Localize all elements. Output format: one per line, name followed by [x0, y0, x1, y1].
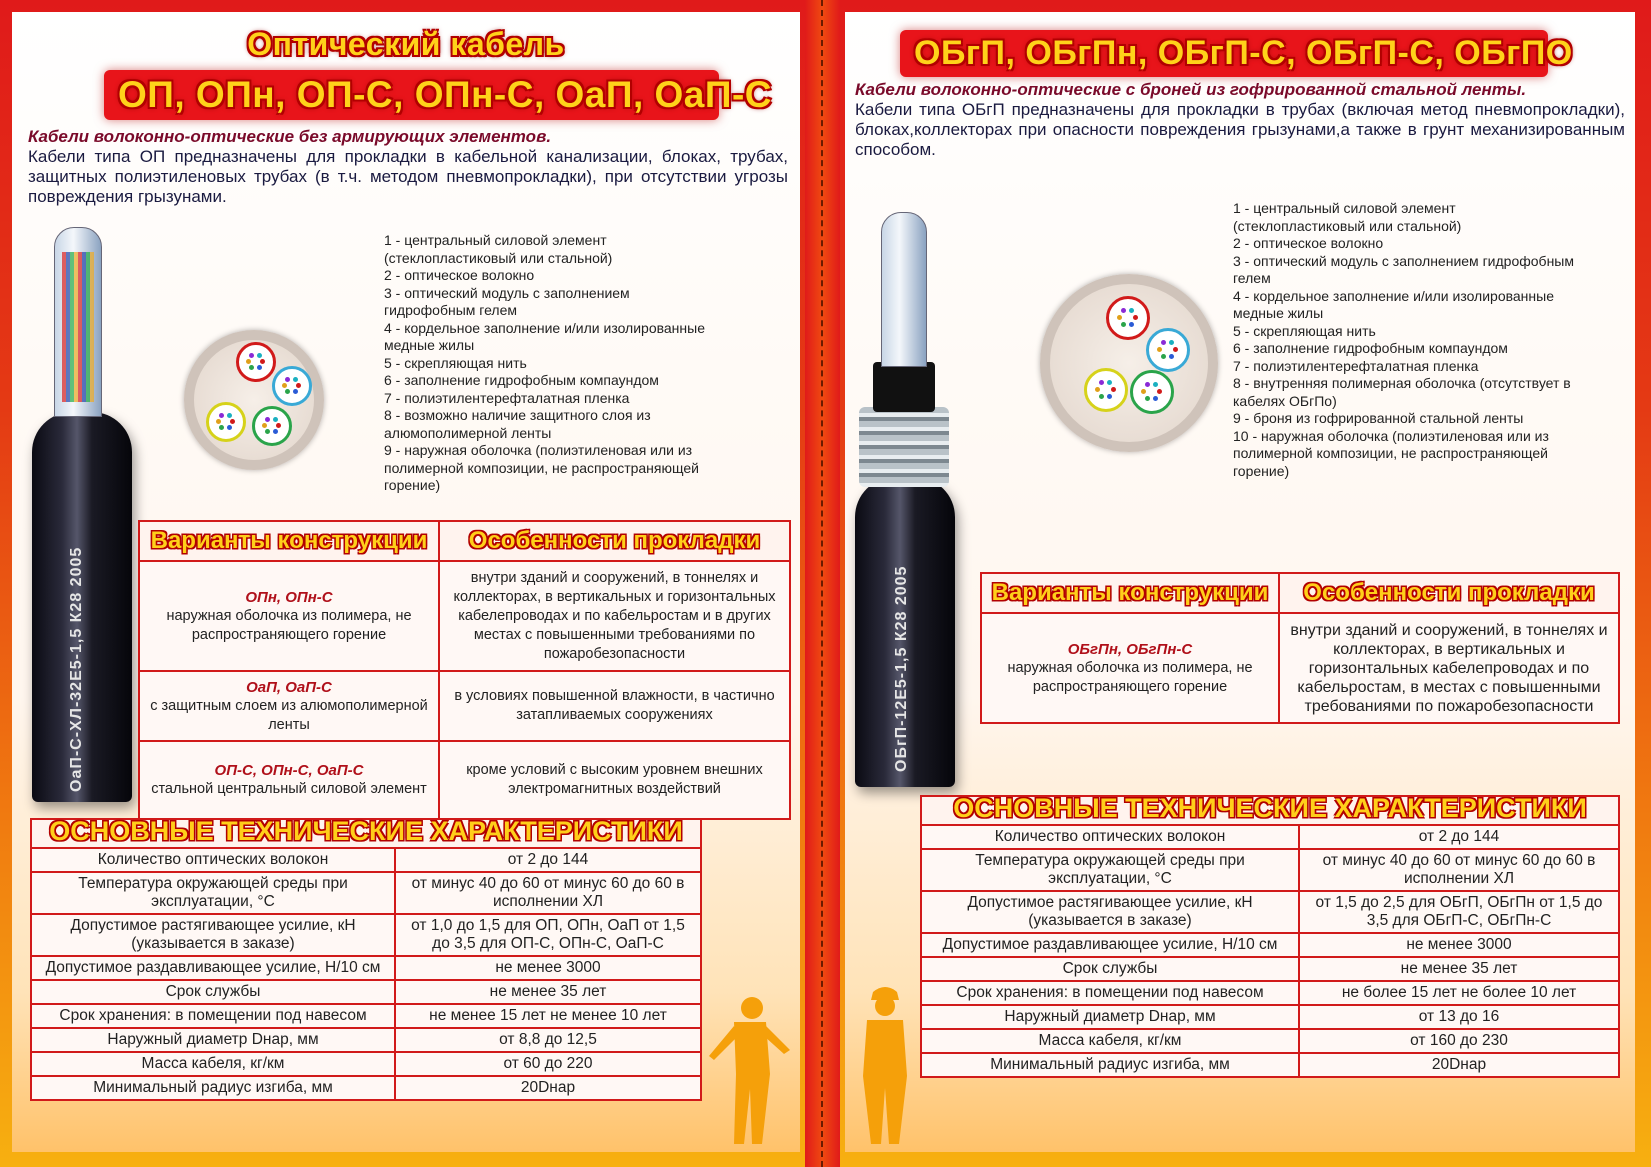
right-cable-armor — [859, 407, 949, 487]
spec-row — [31, 1052, 701, 1076]
left-module-yellow — [206, 402, 246, 442]
spec-row — [921, 1053, 1619, 1077]
fiber-dot — [219, 413, 224, 418]
fiber-dot — [285, 377, 290, 382]
spec-label: Срок службы — [31, 980, 395, 1004]
worker-silhouette-left — [704, 994, 794, 1144]
fiber-dot — [1129, 322, 1134, 327]
spec-label: Срок службы — [921, 957, 1299, 981]
legend-item: 4 - кордельное заполнение и/или изолированные медные жилы — [1233, 287, 1554, 321]
spec-row — [31, 980, 701, 1004]
left-specs-title: ОСНОВНЫЕ ТЕХНИЧЕСКИЕ ХАРАКТЕРИСТИКИ — [49, 816, 683, 846]
left-title-line2: ОП, ОПн, ОП-С, ОПн-С, ОаП, ОаП-С — [104, 70, 719, 120]
spec-value: 20Dнар — [395, 1076, 701, 1100]
spec-label: Минимальный радиус изгиба, мм — [31, 1076, 395, 1100]
variant-feature: в условиях повышенной влажности, в частично затапливаемых сооружениях — [439, 671, 790, 741]
spec-row — [31, 914, 701, 956]
fiber-dot — [1153, 382, 1158, 387]
fiber-dot — [1161, 340, 1166, 345]
worker-silhouette-right — [845, 984, 925, 1144]
fiber-dot — [1117, 315, 1122, 320]
fiber-dot — [282, 383, 287, 388]
spec-label: Температура окружающей среды при эксплуатации, °С — [921, 849, 1299, 891]
fiber-dot — [1161, 354, 1166, 359]
left-module-red — [236, 342, 276, 382]
fiber-dot — [219, 425, 224, 430]
spec-value: от минус 40 до 60 от минус 60 до 60 в исполнении ХЛ — [395, 872, 701, 914]
spec-label: Наружный диаметр Dнар, мм — [921, 1005, 1299, 1029]
left-cable-print: ОаП-С-ХЛ-32Е5-1,5 К28 2005 — [68, 546, 85, 792]
spec-row — [921, 849, 1619, 891]
spec-value: 20Dнар — [1299, 1053, 1619, 1077]
spec-row — [921, 891, 1619, 933]
left-variants-header: Варианты конструкции — [150, 527, 428, 554]
spec-row — [31, 872, 701, 914]
fiber-dot — [246, 359, 251, 364]
fiber-dot — [1145, 396, 1150, 401]
fiber-dot — [230, 419, 235, 424]
right-module-green — [1130, 370, 1174, 414]
legend-item: 7 - полиэтилентерефталатная пленка — [1233, 357, 1479, 374]
left-cable-image — [32, 412, 132, 802]
right-specs-table — [920, 795, 1620, 1078]
spec-label: Температура окружающей среды при эксплуатации, °С — [31, 872, 395, 914]
fiber-dot — [1173, 347, 1178, 352]
legend-item: 7 - полиэтилентерефталатная пленка — [384, 389, 630, 406]
spec-value: от 2 до 144 — [1299, 825, 1619, 849]
variant-name: ОПн, ОПн-С — [245, 588, 333, 606]
legend-item: 5 - скрепляющая нить — [1233, 322, 1376, 339]
right-title: ОБгП, ОБгПн, ОБгП-С, ОБгП-С, ОБгПО — [900, 30, 1548, 77]
legend-item: 8 - внутренняя полимерная оболочка (отсутствует в кабелях ОБгПо) — [1233, 375, 1571, 409]
spec-value: не менее 35 лет — [1299, 957, 1619, 981]
spec-row — [921, 933, 1619, 957]
left-title-line1: Оптический кабель — [247, 26, 565, 62]
spec-label: Допустимое раздавливающее усилие, Н/10 см — [921, 933, 1299, 957]
fiber-dot — [216, 419, 221, 424]
variant-name: ОБгПн, ОБгПн-С — [1067, 640, 1193, 658]
right-intro — [855, 80, 1625, 160]
spec-label: Наружный диаметр Dнар, мм — [31, 1028, 395, 1052]
fiber-dot — [296, 383, 301, 388]
spec-row — [31, 848, 701, 872]
left-module-blue — [272, 366, 312, 406]
left-subtitle: Кабели волоконно-оптические без армирующих элементов. — [28, 127, 552, 146]
table-row — [139, 561, 790, 671]
spec-label: Допустимое раздавливающее усилие, Н/10 см — [31, 956, 395, 980]
spec-row — [31, 1028, 701, 1052]
left-description: Кабели типа ОП предназначены для прокладки в кабельной канализации, блоках, трубах, защитных полиэтиленовых трубах (в т.ч. методом пневмопрокладки), при отсутствии угрозы повреждения грызунами. — [28, 147, 788, 206]
spec-value: не менее 3000 — [1299, 933, 1619, 957]
fiber-dot — [273, 417, 278, 422]
legend-item: 2 - оптическое волокно — [1233, 235, 1384, 251]
fiber-dot — [293, 389, 298, 394]
spec-value: не более 15 лет не более 10 лет — [1299, 981, 1619, 1005]
variant-name: ОП-С, ОПн-С, ОаП-С — [214, 762, 364, 779]
spec-row — [921, 981, 1619, 1005]
spec-row — [31, 1076, 701, 1100]
legend-item: 8 - возможно наличие защитного слоя из алюмополимерной ленты — [384, 407, 651, 441]
left-intro — [28, 127, 788, 207]
right-legend — [1233, 200, 1583, 480]
right-module-red — [1106, 296, 1150, 340]
variant-name: ОаП, ОаП-С — [246, 678, 332, 696]
fiber-dot — [227, 413, 232, 418]
fiber-dot — [1129, 308, 1134, 313]
spec-label: Количество оптических волокон — [921, 825, 1299, 849]
spec-label: Допустимое растягивающее усилие, кН (указывается в заказе) — [31, 914, 395, 956]
variant-desc: с защитным слоем из алюмополимерной ленты — [150, 697, 428, 733]
fiber-dot — [285, 389, 290, 394]
right-description: Кабели типа ОБгП предназначены для прокладки в трубах (включая метод пневмопрокладки), блоках,коллекторах при опасности повреждения грызунами,а также в грунт механизированным способом. — [855, 100, 1625, 159]
variant-desc: стальной центральный силовой элемент — [151, 781, 427, 797]
table-row — [139, 741, 790, 819]
fiber-dot — [249, 353, 254, 358]
left-specs-table — [30, 818, 702, 1101]
spec-row — [921, 1005, 1619, 1029]
left-legend — [384, 232, 714, 495]
legend-item: 3 - оптический модуль с заполнением гидрофобным гелем — [384, 284, 630, 318]
right-cable-inner — [873, 362, 935, 412]
spec-value: от 2 до 144 — [395, 848, 701, 872]
spec-row — [31, 1004, 701, 1028]
right-subtitle: Кабели волоконно-оптические с броней из гофрированной стальной ленты. — [855, 80, 1527, 99]
variant-desc: наружная оболочка из полимера, не распространяющего горение — [166, 607, 412, 643]
fiber-dot — [1141, 389, 1146, 394]
spec-value: от 60 до 220 — [395, 1052, 701, 1076]
legend-item: 9 - броня из гофрированной стальной ленты — [1233, 410, 1524, 426]
left-module-green — [252, 406, 292, 446]
spec-value: от 1,5 до 2,5 для ОБгП, ОБгПн от 1,5 до 3,5 для ОБгП-С, ОБгПн-С — [1299, 891, 1619, 933]
center-fold — [805, 0, 840, 1167]
right-variants-table — [980, 572, 1620, 724]
fiber-dot — [1169, 340, 1174, 345]
spec-value: не менее 35 лет — [395, 980, 701, 1004]
spec-label: Срок хранения: в помещении под навесом — [921, 981, 1299, 1005]
table-row — [981, 613, 1619, 723]
fiber-dot — [257, 353, 262, 358]
spec-label: Масса кабеля, кг/км — [921, 1029, 1299, 1053]
legend-item: 2 - оптическое волокно — [384, 267, 535, 283]
spec-label: Минимальный радиус изгиба, мм — [921, 1053, 1299, 1077]
legend-item: 4 - кордельное заполнение и/или изолированные медные жилы — [384, 319, 705, 353]
fiber-dot — [276, 423, 281, 428]
spec-label: Допустимое растягивающее усилие, кН (указывается в заказе) — [921, 891, 1299, 933]
left-panel — [12, 12, 800, 1152]
fiber-dot — [260, 359, 265, 364]
legend-item: 5 - скрепляющая нить — [384, 354, 527, 371]
spec-label: Срок хранения: в помещении под навесом — [31, 1004, 395, 1028]
fiber-dot — [265, 417, 270, 422]
fiber-dot — [1121, 308, 1126, 313]
fiber-dot — [262, 423, 267, 428]
fiber-dot — [273, 429, 278, 434]
right-variants-header: Варианты конструкции — [991, 579, 1269, 606]
spec-value: от 160 до 230 — [1299, 1029, 1619, 1053]
right-module-yellow — [1084, 368, 1128, 412]
variant-feature: внутри зданий и сооружений, в тоннелях и коллекторах, в вертикальных и горизонтальных кабелепроводах и по кабельростам, в местах с повышенными требованиями по пожаробезопасности — [1279, 613, 1619, 723]
table-row — [139, 671, 790, 741]
fiber-dot — [1169, 354, 1174, 359]
spec-value: не менее 15 лет не менее 10 лет — [395, 1004, 701, 1028]
variant-desc: наружная оболочка из полимера, не распространяющего горение — [1007, 659, 1253, 695]
fiber-dot — [1111, 387, 1116, 392]
fiber-dot — [293, 377, 298, 382]
legend-item: 6 - заполнение гидрофобным компаундом — [384, 372, 659, 388]
spec-value: от 8,8 до 12,5 — [395, 1028, 701, 1052]
spec-row — [921, 1029, 1619, 1053]
spec-value: от минус 40 до 60 от минус 60 до 60 в исполнении ХЛ — [1299, 849, 1619, 891]
variant-feature: кроме условий с высоким уровнем внешних электромагнитных воздействий — [439, 741, 790, 819]
spec-row — [921, 825, 1619, 849]
spec-row — [31, 956, 701, 980]
variant-feature: внутри зданий и сооружений, в тоннелях и коллекторах, в вертикальных и горизонтальных кабелепроводах и по кабельростам и в других местах с повышенными требованиями по пожаробезопасности — [439, 561, 790, 671]
spec-row — [921, 957, 1619, 981]
legend-item: 9 - наружная оболочка (полиэтиленовая или из полимерной композиции, не распространяющей горение) — [384, 442, 699, 493]
fiber-dot — [1095, 387, 1100, 392]
right-specs-title: ОСНОВНЫЕ ТЕХНИЧЕСКИЕ ХАРАКТЕРИСТИКИ — [953, 793, 1587, 823]
legend-item: 1 - центральный силовой элемент (стеклопластиковый или стальной) — [384, 232, 613, 266]
fiber-dot — [227, 425, 232, 430]
right-cable-image — [855, 477, 955, 787]
left-features-header: Особенности прокладки — [468, 527, 761, 554]
spec-value: от 13 до 16 — [1299, 1005, 1619, 1029]
legend-item: 1 - центральный силовой элемент (стеклопластиковый или стальной) — [1233, 200, 1462, 234]
fiber-dot — [1145, 382, 1150, 387]
right-cable-print: ОБгП-12Е5-1,5 К28 2005 — [893, 565, 910, 772]
right-panel — [845, 12, 1635, 1152]
right-cross-section — [1040, 274, 1218, 452]
fiber-dot — [1153, 396, 1158, 401]
spec-label: Количество оптических волокон — [31, 848, 395, 872]
spec-label: Масса кабеля, кг/км — [31, 1052, 395, 1076]
legend-item: 10 - наружная оболочка (полиэтиленовая или из полимерной композиции, не распространяющей горение) — [1233, 427, 1549, 479]
fiber-dot — [1107, 380, 1112, 385]
left-cable-fibers — [62, 252, 94, 402]
legend-item: 6 - заполнение гидрофобным компаундом — [1233, 340, 1508, 356]
right-cable-core — [881, 212, 927, 367]
fiber-dot — [1157, 347, 1162, 352]
fiber-dot — [1099, 380, 1104, 385]
fiber-dot — [265, 429, 270, 434]
fiber-dot — [1107, 394, 1112, 399]
fiber-dot — [1157, 389, 1162, 394]
spec-value: от 1,0 до 1,5 для ОП, ОПн, ОаП от 1,5 до 3,5 для ОП-С, ОПн-С, ОаП-С — [395, 914, 701, 956]
legend-item: 3 - оптический модуль с заполнением гидрофобным гелем — [1233, 252, 1574, 286]
fiber-dot — [249, 365, 254, 370]
left-variants-table — [138, 520, 791, 820]
right-module-blue — [1146, 328, 1190, 372]
fiber-dot — [1099, 394, 1104, 399]
fiber-dot — [1121, 322, 1126, 327]
right-features-header: Особенности прокладки — [1303, 579, 1595, 606]
spec-value: не менее 3000 — [395, 956, 701, 980]
left-cross-section — [184, 330, 324, 470]
fiber-dot — [257, 365, 262, 370]
fiber-dot — [1133, 315, 1138, 320]
